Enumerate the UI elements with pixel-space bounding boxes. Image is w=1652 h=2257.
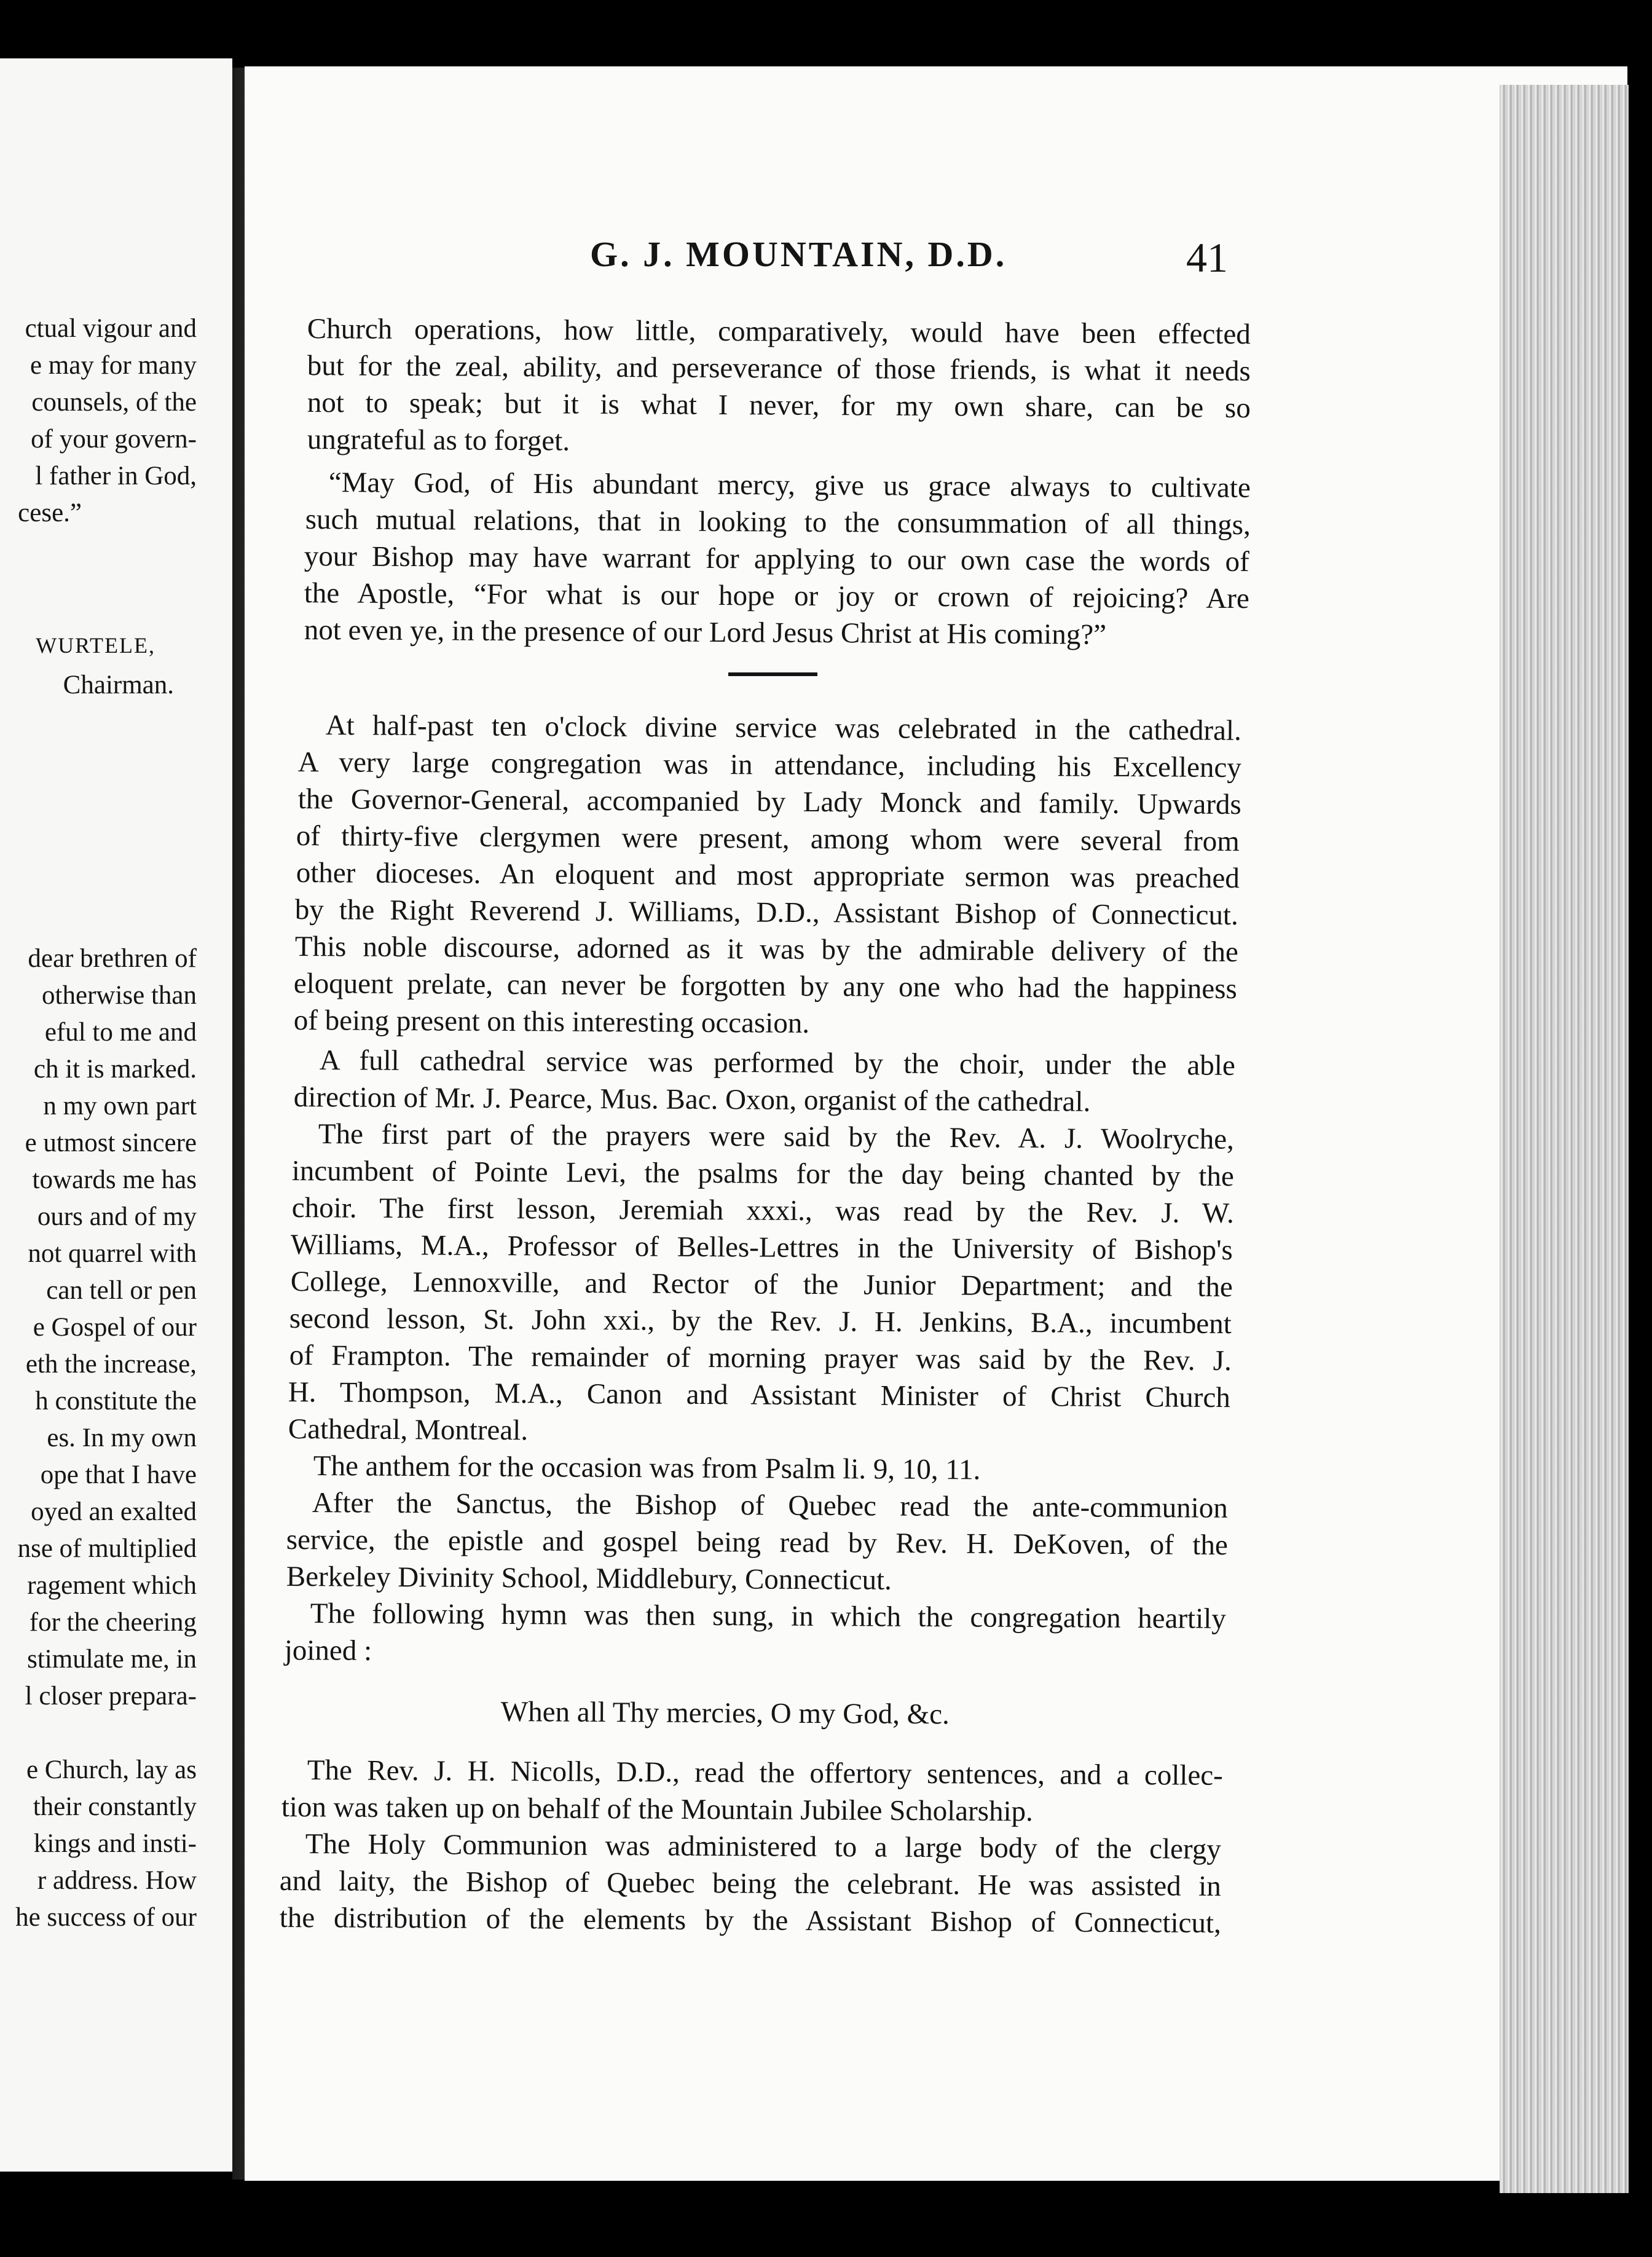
text-line: and laity, the Bishop of Quebec being the celebrant. He was assisted in — [279, 1865, 1221, 1903]
left-text-line: oyed an exalted — [31, 1497, 197, 1526]
text-line: College, Lennoxville, and Rector of the Junior Department; and the — [290, 1266, 1233, 1304]
left-text-line: stimulate me, in — [27, 1645, 197, 1674]
left-text-line: kings and insti- — [33, 1829, 197, 1858]
text-line: Cathedral, Montreal. — [288, 1413, 529, 1447]
text-line: H. Thompson, M.A., Canon and Assistant Minister of Christ Church — [288, 1376, 1230, 1414]
text-line: the Apostle, “For what is our hope or joy or crown of rejoicing? Are — [304, 577, 1249, 615]
left-text-line: their constantly — [33, 1792, 197, 1821]
text-line: tion was taken up on behalf of the Mountain Jubilee Scholarship. — [281, 1791, 1034, 1828]
left-text-line: h constitute the — [35, 1387, 197, 1416]
text-line: This noble discourse, adorned as it was by the admirable delivery of the — [294, 930, 1238, 969]
left-text-line: ch it is marked. — [33, 1055, 197, 1084]
text-line: but for the zeal, ability, and perseverance of those friends, is what it needs — [307, 349, 1251, 388]
text-line: eloquent prelate, can never be forgotten by any one who had the happiness — [293, 967, 1237, 1006]
left-text-line: l father in God, — [35, 462, 197, 490]
left-text-line: counsels, of the — [31, 388, 197, 417]
text-line: of being present on this interesting occasion. — [293, 1004, 810, 1039]
hymn-line: When all Thy mercies, O my God, &c. — [500, 1696, 950, 1731]
text-line: incumbent of Pointe Levi, the psalms for the day being chanted by the — [291, 1154, 1234, 1193]
left-text-line: es. In my own — [47, 1424, 197, 1452]
left-text-line: can tell or pen — [46, 1276, 197, 1305]
text-line: not even ye, in the presence of our Lord Jesus Christ at His coming?” — [304, 613, 1107, 651]
left-text-line: e Church, lay as — [26, 1755, 197, 1784]
text-line: of Frampton. The remainder of morning prayer was said by the Rev. J. — [289, 1339, 1232, 1377]
text-line: The Holy Communion was administered to a large body of the clergy — [305, 1828, 1221, 1865]
text-line: other dioceses. An eloquent and most appropriate sermon was preached — [296, 856, 1240, 895]
page-edge — [1500, 85, 1629, 2193]
left-text-line: ours and of my — [37, 1202, 197, 1231]
text-line: The first part of the prayers were said by the Rev. A. J. Woolryche, — [318, 1117, 1234, 1156]
text-line: direction of Mr. J. Pearce, Mus. Bac. Oxon, organist of the cathedral. — [293, 1081, 1091, 1118]
left-text-line: for the cheering — [29, 1608, 197, 1637]
section-divider — [728, 672, 817, 676]
text-line: of thirty-five clergymen were present, among whom were several from — [296, 819, 1240, 858]
text-line: choir. The first lesson, Jeremiah xxxi., was read by the Rev. J. W. — [291, 1191, 1234, 1230]
text-line: Church operations, how little, comparatively, would have been effected — [307, 312, 1251, 351]
left-text-line: dear brethren of — [28, 944, 197, 973]
text-line: the distribution of the elements by the Assistant Bishop of Connecticut, — [279, 1902, 1221, 1940]
text-line: not to speak; but it is what I never, for my own share, can be so — [307, 386, 1251, 425]
left-text-line: cese.” — [18, 498, 82, 527]
left-text-line: eth the increase, — [25, 1350, 197, 1379]
text-line: second lesson, St. John xxi., by the Rev. J. H. Jenkins, B.A., incumbent — [289, 1302, 1232, 1341]
left-text-line: ragement which — [27, 1571, 197, 1600]
left-text-line: e utmost sincere — [25, 1128, 197, 1157]
text-line: your Bishop may have warrant for applying to our own case the words of — [304, 540, 1249, 578]
text-line: The anthem for the occasion was from Psalm li. 9, 10, 11. — [313, 1450, 981, 1486]
left-text-line: e may for many — [30, 351, 197, 380]
left-text-line: r address. How — [37, 1866, 197, 1895]
running-head: G. J. MOUNTAIN, D.D. — [590, 234, 1007, 274]
text-line: The following hymn was then sung, in which the congregation heartily — [310, 1597, 1226, 1635]
left-text-line: n my own part — [43, 1092, 197, 1121]
text-line: Williams, M.A., Professor of Belles-Lettres in the University of Bishop's — [290, 1228, 1233, 1267]
text-line: service, the epistle and gospel being read by Rev. H. DeKoven, of the — [286, 1524, 1228, 1562]
left-text-line: of your govern- — [31, 425, 197, 454]
left-signature-title: Chairman. — [63, 671, 174, 699]
text-line: A very large congregation was in attendance, including his Excellency — [297, 746, 1241, 784]
text-line: After the Sanctus, the Bishop of Quebec read the ante-communion — [312, 1487, 1228, 1524]
page-number: 41 — [1186, 234, 1228, 281]
text-line: the Governor-General, accompanied by Lady Monck and family. Upwards — [297, 782, 1241, 821]
left-page — [0, 58, 232, 2172]
left-signature-name: WURTELE, — [36, 633, 155, 658]
text-line: ungrateful as to forget. — [307, 423, 570, 457]
text-line: by the Right Reverend J. Williams, D.D., Assistant Bishop of Connecticut. — [294, 893, 1238, 932]
left-text-line: ope that I have — [40, 1460, 197, 1489]
left-text-line: towards me has — [32, 1165, 197, 1194]
left-text-line: nse of multiplied — [17, 1534, 197, 1563]
left-text-line: e Gospel of our — [33, 1313, 197, 1342]
text-line: “May God, of His abundant mercy, give us grace always to cultivate — [328, 466, 1251, 504]
text-line: The Rev. J. H. Nicolls, D.D., read the offertory sentences, and a collec- — [307, 1754, 1223, 1792]
left-text-line: l closer prepara- — [25, 1682, 197, 1711]
left-text-line: ctual vigour and — [25, 314, 197, 343]
text-line: such mutual relations, that in looking to the consummation of all things, — [305, 503, 1251, 542]
text-line: Berkeley Divinity School, Middlebury, Connecticut. — [286, 1561, 892, 1596]
left-text-line: eful to me and — [44, 1018, 197, 1047]
text-line: joined : — [284, 1634, 372, 1667]
text-line: At half-past ten o'clock divine service was celebrated in the cathedral. — [325, 709, 1241, 747]
text-line: A full cathedral service was performed by the choir, under the able — [319, 1044, 1235, 1082]
left-text-line: he success of our — [15, 1903, 197, 1932]
left-text-line: otherwise than — [42, 981, 197, 1010]
left-text-line: not quarrel with — [28, 1239, 197, 1268]
